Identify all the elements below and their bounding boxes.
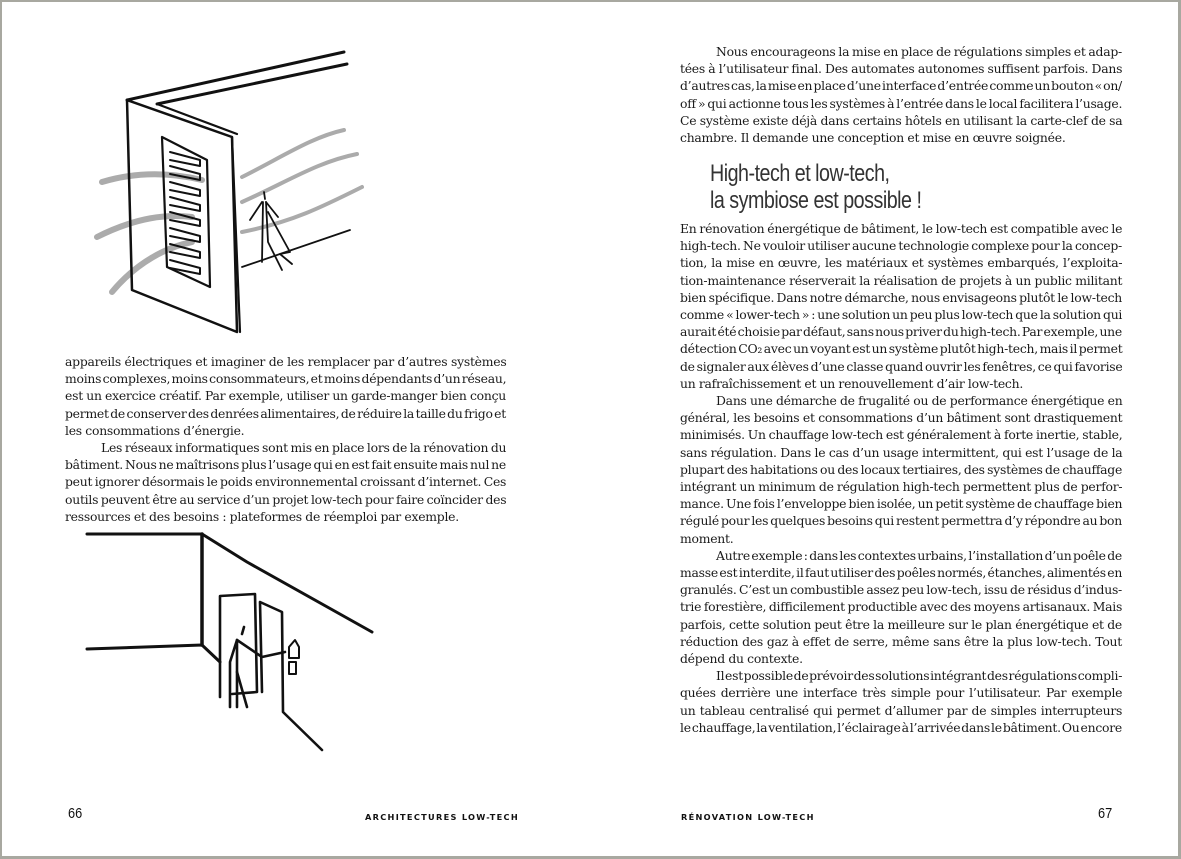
text-line: dépend du contexte. bbox=[680, 651, 803, 667]
badge-reader bbox=[289, 640, 299, 674]
grille-louvers bbox=[170, 152, 200, 274]
left-page bbox=[2, 2, 592, 856]
text-line: high-tech. Ne vouloir utiliser aucune technologie complexe pour la concep- bbox=[680, 238, 1122, 254]
text-line: aurait été choisie par défaut, sans nous priver du high-tech. Par exemple, une bbox=[680, 324, 1122, 340]
text-line: comme « lower-tech » : une solution un peu plus low-tech que la solution qui bbox=[680, 307, 1123, 323]
text-line: bien spécifique. Dans notre démarche, nous envisageons plutôt le low-tech bbox=[680, 289, 1122, 305]
text-line: réduction des gaz à effet de serre, même sans être la plus low-tech. Tout bbox=[680, 633, 1122, 649]
right-body-text bbox=[680, 220, 1122, 736]
paragraph bbox=[680, 392, 1122, 547]
text-line: off » qui actionne tous les systèmes à l’entrée dans le local facilitera l’usage. bbox=[680, 95, 1123, 111]
wall-top-edge bbox=[127, 52, 347, 104]
text-line: Nous encourageons la mise en place de régulations simples et adap- bbox=[716, 44, 1122, 59]
text-line: général, les besoins et consommations d’un bâtiment sont drastiquement bbox=[680, 410, 1123, 426]
building-top-edge bbox=[87, 534, 372, 632]
text-line: détection CO₂ avec un voyant est un système plutôt high-tech, mais il permet bbox=[680, 341, 1123, 357]
text-line: les consommations d’énergie. bbox=[65, 422, 245, 438]
paragraph bbox=[680, 667, 1122, 736]
text-line: est un exercice créatif. Par exemple, utiliser un garde-manger bien conçu bbox=[65, 388, 506, 404]
building-bottom-edge bbox=[87, 645, 220, 662]
text-line: Autre exemple : dans les contextes urbains, l’installation d’un poêle de bbox=[716, 547, 1122, 563]
paragraph bbox=[680, 43, 1122, 146]
text-line: régulé pour les quelques besoins qui restent permettra d’y répondre au bon bbox=[680, 513, 1122, 529]
text-line: permet de conserver des denrées alimentaires, de réduire la taille du frigo et bbox=[65, 405, 506, 421]
intro-text bbox=[680, 43, 1122, 146]
walking-figure bbox=[250, 192, 292, 270]
text-line: tées à l’utilisateur final. Des automates autonomes suffisent parfois. Dans bbox=[680, 61, 1123, 77]
paragraph bbox=[680, 547, 1122, 667]
text-line: appareils électriques et imaginer de les remplacer par d’autres systèmes bbox=[65, 354, 507, 369]
text-line: quées derrière une interface très simple pour l’utilisateur. Par exemple bbox=[680, 685, 1123, 701]
page-number-left: 66 bbox=[68, 805, 83, 822]
paragraph bbox=[680, 220, 1122, 392]
text-line: Dans une démarche de frugalité ou de performance énergétique en bbox=[716, 393, 1123, 409]
text-line: Il est possible de prévoir des solutions intégrant des régulations compli- bbox=[716, 668, 1123, 684]
text-line: tion, la mise en œuvre, les matériaux et systèmes embarqués, l’exploita- bbox=[680, 255, 1123, 271]
text-line: sans régulation. Dans le cas d’un usage intermittent, qui est l’usage de la bbox=[680, 444, 1123, 460]
text-line: granulés. C’est un combustible assez peu low-tech, issu de résidus d’indus- bbox=[680, 582, 1122, 598]
left-body-text bbox=[65, 353, 506, 525]
text-line: moins complexes, moins consommateurs, et moins dépendants d’un réseau, bbox=[65, 371, 507, 387]
text-line: tion-maintenance réserverait la réalisation de projets à un public militant bbox=[680, 272, 1123, 288]
text-line: chambre. Il demande une conception et mise en œuvre soignée. bbox=[680, 130, 1066, 146]
text-line: mance. Une fois l’enveloppe bien isolée, un petit système de chauffage bien bbox=[680, 496, 1123, 512]
text-line: bâtiment. Nous ne maîtrisons plus l’usage qui en est fait ensuite mais nul ne bbox=[65, 457, 506, 473]
text-line: peut ignorer désormais le poids environnemental croissant d’internet. Ces bbox=[65, 474, 507, 490]
running-head-right: RÉNOVATION LOW-TECH bbox=[681, 812, 815, 822]
text-line: En rénovation énergétique de bâtiment, le low-tech est compatible avec le bbox=[680, 221, 1123, 236]
right-page bbox=[592, 2, 1180, 856]
text-line: intégrant un minimum de régulation high-tech permettent plus de perfor- bbox=[680, 479, 1123, 495]
paragraph bbox=[65, 353, 506, 439]
text-line: le chauffage, la ventilation, l’éclairage à l’arrivée dans le bâtiment. Ou encore bbox=[680, 719, 1122, 735]
text-line: minimisés. Un chauffage low-tech est généralement à forte inertie, stable, bbox=[680, 427, 1123, 443]
section-heading-line-2: la symbiose est possible ! bbox=[710, 187, 922, 214]
running-head-left: ARCHITECTURES LOW-TECH bbox=[365, 812, 519, 822]
text-line: d’autres cas, la mise en place d’une interface d’entrée comme un bouton « on/ bbox=[680, 78, 1122, 94]
section-heading-line-1: High-tech et low-tech, bbox=[710, 160, 890, 187]
text-line: un tableau centralisé qui permet d’allumer par de simples interrupteurs bbox=[680, 702, 1123, 718]
paragraph bbox=[65, 439, 506, 525]
text-line: un rafraîchissement et un renouvellement d’air low-tech. bbox=[680, 375, 1024, 391]
door-badge-reader-illustration bbox=[82, 522, 442, 772]
text-line: masse est interdite, il faut utiliser des poêles normés, étanches, alimentés en bbox=[680, 565, 1123, 581]
text-line: Les réseaux informatiques sont mis en place lors de la rénovation du bbox=[101, 440, 507, 456]
text-line: moment. bbox=[680, 530, 734, 546]
page-number-right: 67 bbox=[1098, 805, 1113, 822]
section-heading bbox=[710, 160, 921, 214]
text-line: de signaler aux élèves d’une classe quand ouvrir les fenêtres, ce qui favorise bbox=[680, 358, 1123, 374]
ventilation-grille-wall-illustration bbox=[82, 42, 382, 342]
door-leaf bbox=[260, 602, 322, 750]
text-line: plupart des habitations ou des locaux tertiaires, des systèmes de chauffage bbox=[680, 461, 1123, 477]
floor-line bbox=[242, 230, 350, 267]
text-line: outils peuvent être au service d’un projet low-tech pour faire coïncider des bbox=[65, 491, 507, 507]
text-line: parfois, cette solution peut être la meilleure sur le plan énergétique et de bbox=[680, 616, 1123, 632]
airflow-arrows bbox=[97, 130, 362, 292]
text-line: ressources et des besoins : plateformes de réemploi par exemple. bbox=[65, 508, 459, 524]
text-line: Ce système existe déjà dans certains hôtels en utilisant la carte-clef de sa bbox=[680, 112, 1123, 128]
text-line: trie forestière, difficilement productible avec des moyens artisanaux. Mais bbox=[680, 599, 1123, 615]
